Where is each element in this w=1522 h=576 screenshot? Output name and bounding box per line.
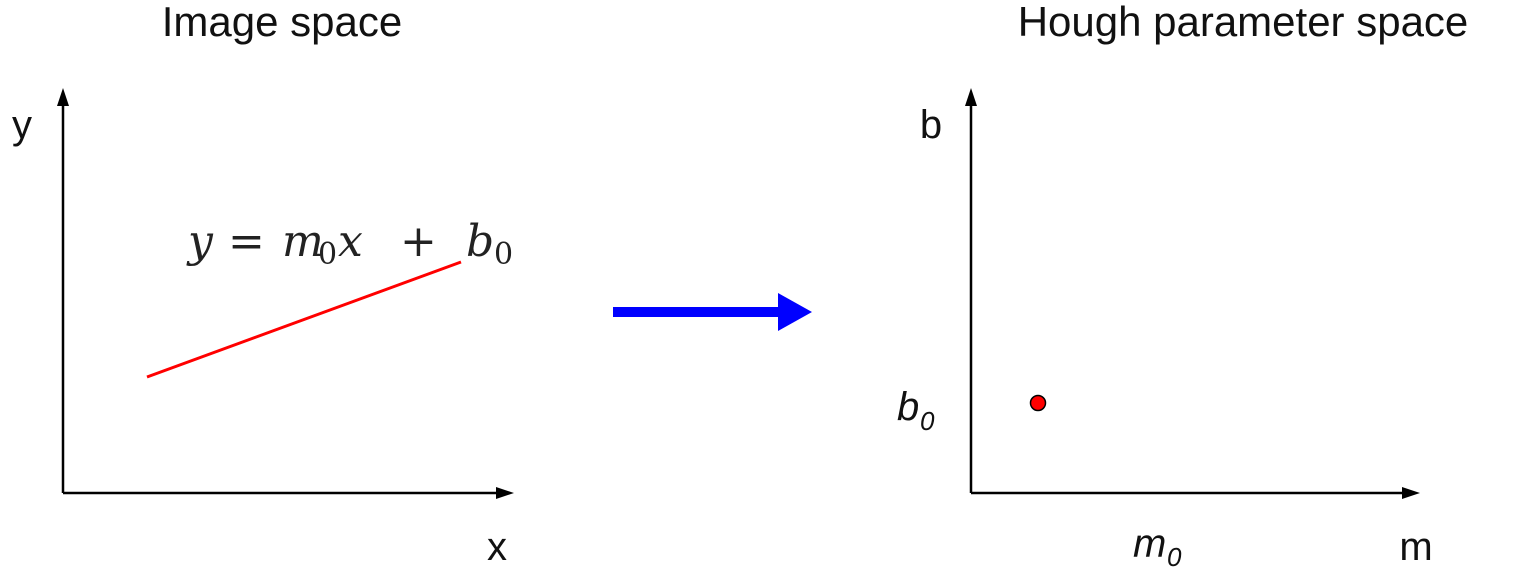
image-space-title: Image space: [161, 0, 403, 45]
equation-y: y: [188, 216, 213, 267]
b0-label-b: b: [897, 385, 920, 429]
image-red-line: [147, 262, 461, 377]
image-y-axis-arrowhead: [57, 88, 69, 106]
image-x-axis-arrowhead: [496, 487, 514, 499]
equation-equals: =: [228, 216, 265, 267]
b0-label-subscript: 0: [920, 406, 935, 436]
equation-x: x: [338, 216, 363, 267]
equation-plus: +: [400, 216, 437, 267]
image-y-axis-label: y: [12, 103, 32, 147]
equation-b-subscript: 0: [494, 237, 514, 272]
m0-label-subscript: 0: [1167, 542, 1182, 572]
image-x-axis-label: x: [487, 525, 507, 569]
transform-arrow: [613, 293, 812, 331]
hough-b-axis-arrowhead: [965, 88, 977, 106]
hough-b-axis-label: b: [919, 103, 943, 147]
b0-label: [897, 385, 935, 436]
hough-m-axis-label: m: [1399, 525, 1433, 569]
transform-arrow-shaft: [613, 307, 783, 317]
equation-b: b: [466, 216, 495, 267]
transform-arrow-head: [778, 293, 812, 331]
equation-m-subscript: 0: [318, 237, 338, 272]
hough-m-axis-arrowhead: [1402, 487, 1420, 499]
line-equation: [186, 216, 513, 272]
equation-m: m: [282, 216, 324, 267]
m0-label: [1133, 522, 1182, 572]
m0-label-m: m: [1133, 522, 1167, 566]
hough-space-title: Hough parameter space: [1017, 0, 1469, 45]
hough-point: [1031, 396, 1046, 411]
